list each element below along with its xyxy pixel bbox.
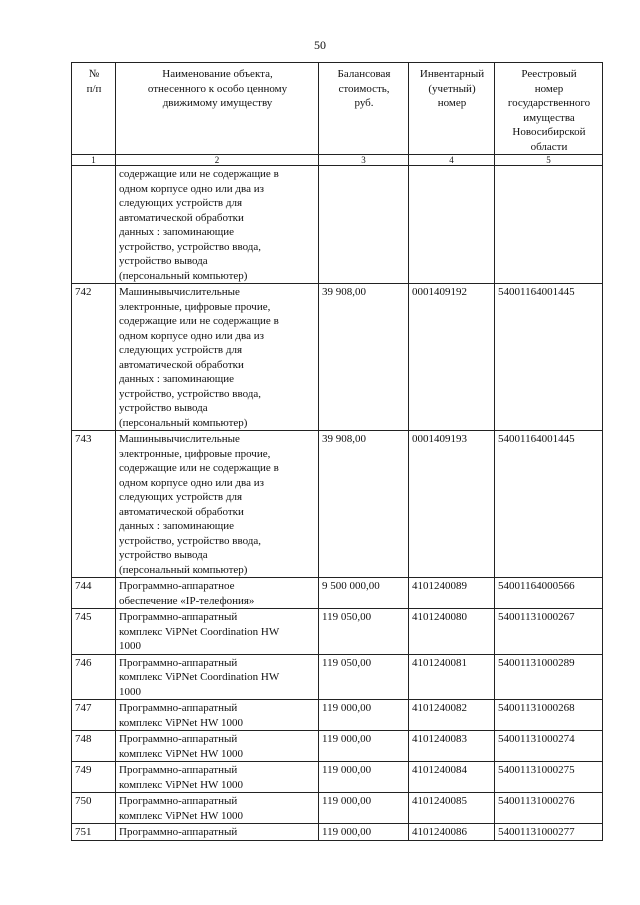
header-inventory: Инвентарный (учетный) номер	[409, 63, 495, 155]
balance-cost-cell: 119 000,00	[319, 700, 409, 731]
column-number: 3	[319, 155, 409, 166]
table-row	[72, 431, 603, 578]
inventory-number-cell: 4101240080	[409, 609, 495, 655]
registry-number-cell: 54001131000289	[495, 654, 603, 700]
header-number: № п/п	[72, 63, 116, 155]
table-row	[72, 824, 603, 841]
balance-cost-cell: 119 000,00	[319, 762, 409, 793]
page-number: 50	[314, 38, 326, 52]
registry-number-cell: 54001131000275	[495, 762, 603, 793]
object-name-cell: содержащие или не содержащие в одном корпусе одно или два из следующих устройств для автоматической обработки данных : запоминающие устройство, устройство ввода, устройство вывода (персональный компьютер)	[116, 166, 319, 284]
balance-cost-cell: 119 000,00	[319, 793, 409, 824]
object-name-cell: Программно-аппаратный комплекс ViPNet HW 1000	[116, 731, 319, 762]
table-row	[72, 762, 603, 793]
row-number-cell: 747	[72, 700, 116, 731]
row-number-cell: 746	[72, 654, 116, 700]
inventory-number-cell: 4101240086	[409, 824, 495, 841]
table-row	[72, 793, 603, 824]
header-cost: Балансовая стоимость, руб.	[319, 63, 409, 155]
column-number: 2	[116, 155, 319, 166]
table-row	[72, 700, 603, 731]
table-row	[72, 609, 603, 655]
inventory-number-cell: 4101240083	[409, 731, 495, 762]
balance-cost-cell: 119 000,00	[319, 824, 409, 841]
registry-number-cell: 54001131000268	[495, 700, 603, 731]
inventory-number-cell	[409, 166, 495, 284]
balance-cost-cell	[319, 166, 409, 284]
row-number-cell: 742	[72, 284, 116, 431]
inventory-number-cell: 4101240085	[409, 793, 495, 824]
object-name-cell: Программно-аппаратный	[116, 824, 319, 841]
inventory-number-cell: 4101240082	[409, 700, 495, 731]
object-name-cell: Программно-аппаратный комплекс ViPNet Coordination HW 1000	[116, 609, 319, 655]
inventory-number-cell: 4101240081	[409, 654, 495, 700]
balance-cost-cell: 119 000,00	[319, 731, 409, 762]
object-name-cell: Программно-аппаратный комплекс ViPNet HW 1000	[116, 793, 319, 824]
balance-cost-cell: 9 500 000,00	[319, 578, 409, 609]
registry-number-cell: 54001164001445	[495, 431, 603, 578]
registry-number-cell: 54001131000267	[495, 609, 603, 655]
row-number-cell: 750	[72, 793, 116, 824]
object-name-cell: Программно-аппаратный комплекс ViPNet Coordination HW 1000	[116, 654, 319, 700]
table-row	[72, 166, 603, 284]
table-row	[72, 578, 603, 609]
column-number: 1	[72, 155, 116, 166]
balance-cost-cell: 119 050,00	[319, 654, 409, 700]
row-number-cell: 745	[72, 609, 116, 655]
row-number-cell: 748	[72, 731, 116, 762]
row-number-cell: 751	[72, 824, 116, 841]
header-name: Наименование объекта, отнесенного к особо ценному движимому имуществу	[116, 63, 319, 155]
column-number: 5	[495, 155, 603, 166]
object-name-cell: Программно-аппаратный комплекс ViPNet HW 1000	[116, 762, 319, 793]
registry-number-cell: 54001131000277	[495, 824, 603, 841]
column-number-row	[72, 155, 603, 166]
registry-number-cell: 54001131000276	[495, 793, 603, 824]
registry-number-cell: 54001131000274	[495, 731, 603, 762]
inventory-number-cell: 4101240084	[409, 762, 495, 793]
inventory-number-cell: 0001409193	[409, 431, 495, 578]
balance-cost-cell: 39 908,00	[319, 431, 409, 578]
object-name-cell: Программно-аппаратный комплекс ViPNet HW 1000	[116, 700, 319, 731]
property-registry-table	[71, 62, 603, 841]
object-name-cell: Программно-аппаратное обеспечение «IP-телефония»	[116, 578, 319, 609]
header-registry: Реестровый номер государственного имущества Новосибирской области	[495, 63, 603, 155]
row-number-cell: 744	[72, 578, 116, 609]
registry-number-cell	[495, 166, 603, 284]
row-number-cell: 743	[72, 431, 116, 578]
row-number-cell: 749	[72, 762, 116, 793]
inventory-number-cell: 4101240089	[409, 578, 495, 609]
inventory-number-cell: 0001409192	[409, 284, 495, 431]
table-body	[72, 166, 603, 841]
balance-cost-cell: 119 050,00	[319, 609, 409, 655]
column-number: 4	[409, 155, 495, 166]
table-row	[72, 284, 603, 431]
balance-cost-cell: 39 908,00	[319, 284, 409, 431]
row-number-cell	[72, 166, 116, 284]
registry-number-cell: 54001164000566	[495, 578, 603, 609]
header-row	[72, 63, 603, 155]
registry-number-cell: 54001164001445	[495, 284, 603, 431]
table-row	[72, 654, 603, 700]
object-name-cell: Машинывычислительные электронные, цифровые прочие, содержащие или не содержащие в одном корпусе одно или два из следующих устройств для автоматической обработки данных : запоминающие устройство, устройство ввода, устройство вывода (персональный компьютер)	[116, 431, 319, 578]
table-row	[72, 731, 603, 762]
object-name-cell: Машинывычислительные электронные, цифровые прочие, содержащие или не содержащие в одном корпусе одно или два из следующих устройств для автоматической обработки данных : запоминающие устройство, устройство ввода, устройство вывода (персональный компьютер)	[116, 284, 319, 431]
